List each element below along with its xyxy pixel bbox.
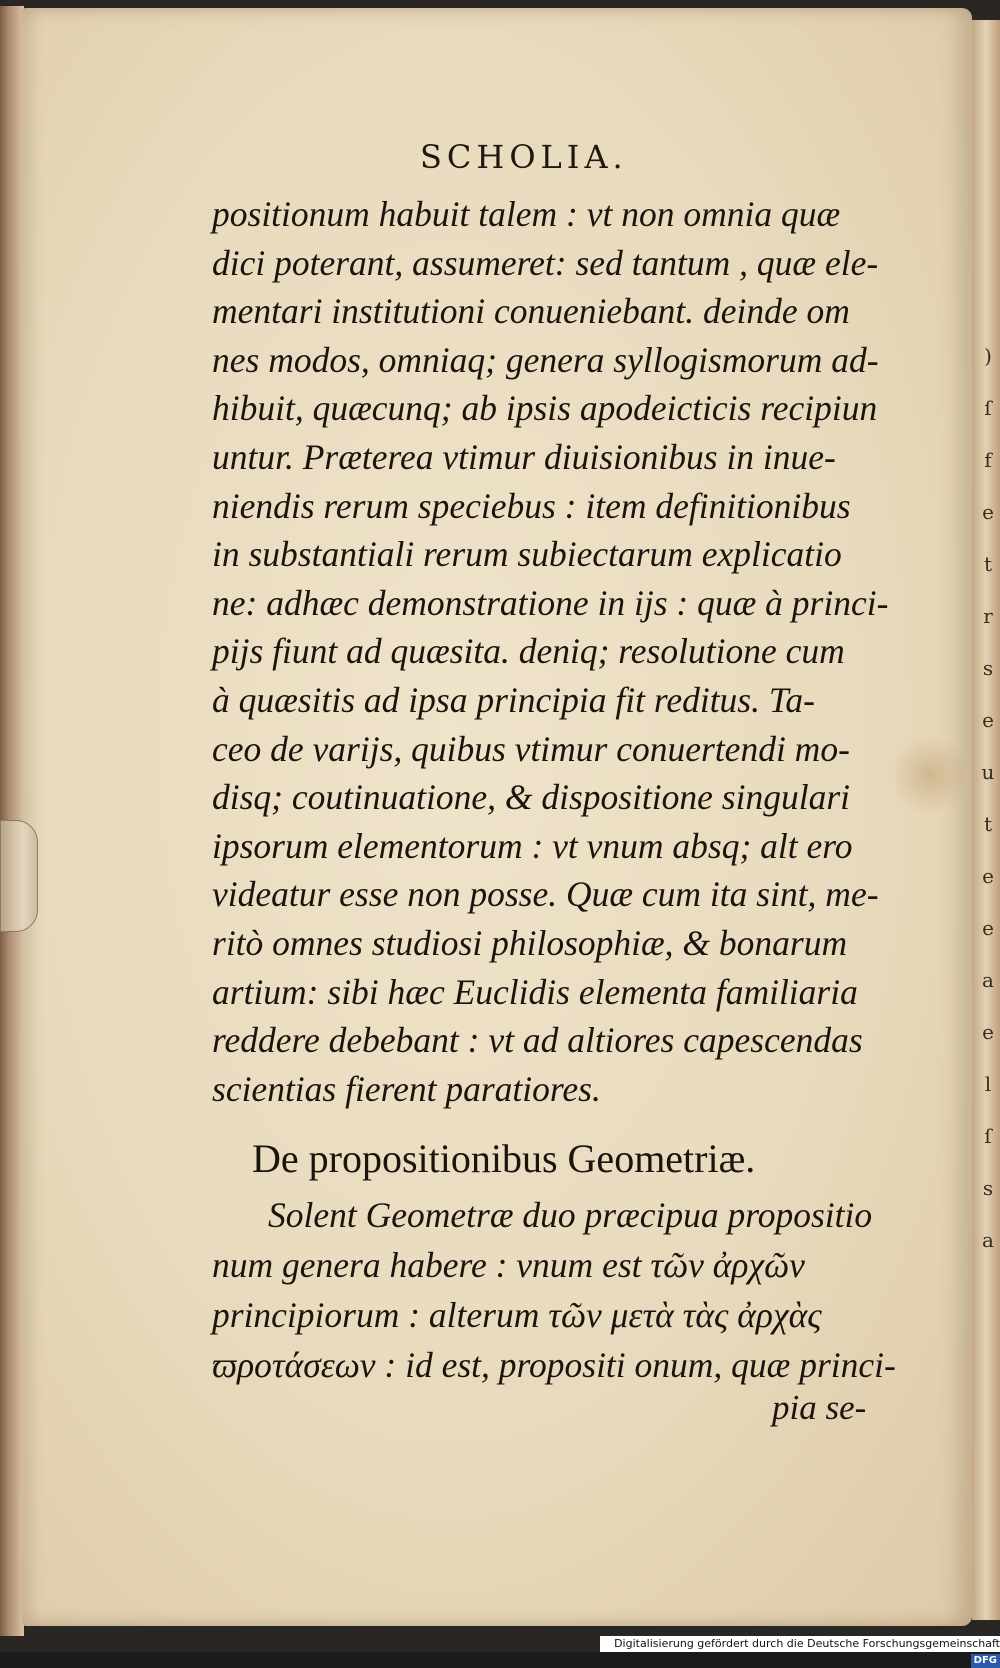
text-line: artium: sibi hæc Euclidis elementa familiaria [212, 971, 858, 1012]
text-line: ritò omnes studiosi philosophiæ, & bonarum [212, 922, 848, 963]
text-line: positionum habuit talem : vt non omnia quæ [212, 194, 841, 234]
text-line: num genera habere : vnum est τῶν ἀρχῶν [212, 1245, 805, 1285]
text-line: principiorum : alterum τῶν μετὰ τὰς ἀρχὰς [212, 1295, 822, 1335]
text-line: ne: adhæc demonstratione in ijs : quæ à princi- [212, 582, 889, 623]
text-line: Solent Geometræ duo præcipua propositio [268, 1195, 873, 1235]
text-line: mentari institutioni conueniebant. deinde om [212, 291, 850, 332]
text-line: untur. Præterea vtimur diuisionibus in inue- [212, 436, 836, 477]
paragraph-2 [212, 1190, 912, 1390]
book-clasp [0, 820, 38, 932]
text-line: ϖροτάσεων : id est, propositi onum, quæ princi- [212, 1345, 896, 1385]
catchword: pia se- [772, 1388, 867, 1427]
text-line: pijs fiunt ad quæsita. deniq; resolutione cum [212, 631, 845, 672]
text-line: reddere debebant : vt ad altiores capescendas [212, 1020, 863, 1061]
text-line: à quæsitis ad ipsa principia fit reditus. Ta- [212, 679, 815, 720]
text-line: dici poterant, assumeret: sed tantum , quæ ele- [212, 242, 879, 283]
text-line: videatur esse non posse. Quæ cum ita sint, me- [212, 874, 879, 915]
paragraph-1 [212, 190, 912, 1113]
dfg-logo: DFG [971, 1654, 1000, 1668]
text-line: nes modos, omniaq; genera syllogismorum ad- [212, 339, 879, 380]
text-line: scientias fierent paratiores. [212, 1068, 601, 1109]
text-line: ipsorum elementorum : vt vnum absq; alt ero [212, 825, 853, 866]
text-line: in substantiali rerum subiectarum explicatio [212, 534, 842, 575]
text-line: hibuit, quæcunq; ab ipsis apodeicticis recipiun [212, 388, 878, 429]
text-line: ceo de varijs, quibus vtimur conuertendi mo- [212, 728, 850, 769]
credit-text: Digitalisierung gefördert durch die Deutsche Forschungsgemeinschaft [614, 1637, 1000, 1650]
running-header: SCHOLIA. [420, 138, 628, 176]
text-line: niendis rerum speciebus : item definitionibus [212, 485, 851, 526]
facing-page-margin-glyphs: ) ſ f e t r s e u t e e a e l ſ s a [981, 344, 995, 1252]
section-heading: De propositionibus Geometriæ. [252, 1136, 756, 1181]
text-line: disq; coutinuatione, & dispositione singulari [212, 777, 851, 818]
digitization-credit-bar [600, 1636, 1000, 1666]
